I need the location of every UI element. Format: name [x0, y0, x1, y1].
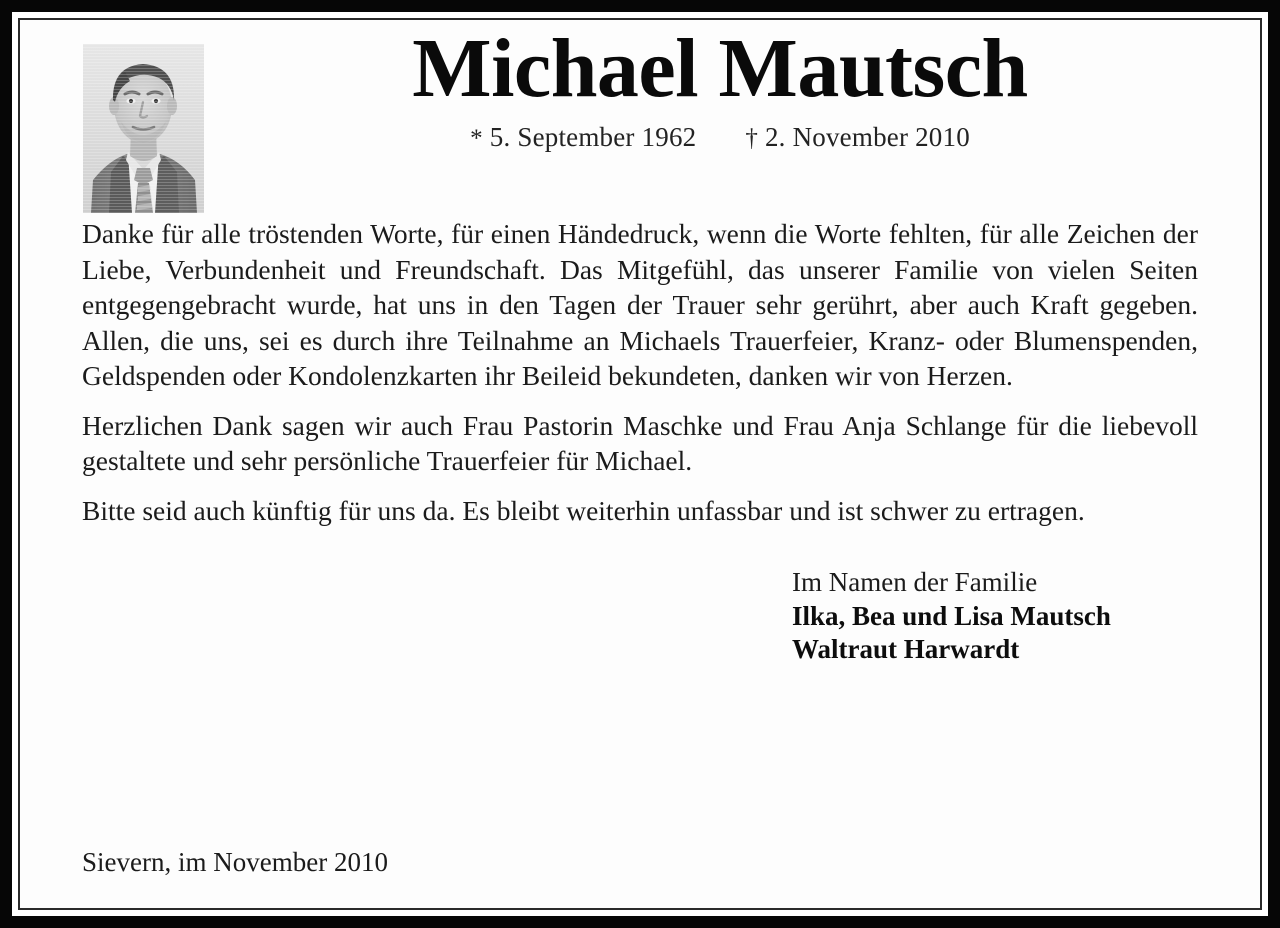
notice-body: [82, 216, 1198, 528]
signature-block: [82, 564, 1198, 666]
body-paragraph: Herzlichen Dank sagen wir auch Frau Pastorin Maschke und Frau Anja Schlange für die liebevoll gestaltete und sehr persönliche Trauerfeier für Michael.: [82, 409, 1198, 476]
birth-star-icon: *: [470, 124, 483, 152]
notice-border-gap: [12, 12, 1268, 916]
portrait-photo: [83, 44, 204, 213]
notice-header: [20, 20, 1260, 216]
death-date-group: [745, 122, 970, 152]
title-block: [220, 20, 1220, 153]
birth-date-group: [470, 122, 703, 152]
birth-date: 5. September 1962: [489, 121, 697, 152]
signature-name: Waltraut Harwardt: [792, 634, 1020, 664]
notice-inner-rule: [18, 18, 1262, 910]
body-paragraph: Danke für alle tröstenden Worte, für einen Händedruck, wenn die Worte fehlten, für alle Zeichen der Liebe, Verbundenheit und Freundschaft. Das Mitgefühl, das unserer Familie von vielen Seiten entgegengebracht wurde, hat uns in den Tagen der Trauer sehr gerührt, aber auch Kraft gegeben. Allen, die uns, sei es durch ihre Teilnahme an Michaels Trauerfeier, Kranz- oder Blumenspenden, Geldspenden oder Kondolenzkarten ihr Beileid bekundeten, danken wir von Herzen.: [82, 218, 1198, 391]
death-cross-icon: †: [745, 124, 759, 152]
deceased-name: Michael Mautsch: [412, 22, 1028, 115]
place-and-date: Sievern, im November 2010: [82, 847, 388, 877]
body-paragraph: Bitte seid auch künftig für uns da. Es bleibt weiterhin unfassbar und ist schwer zu ertragen.: [82, 494, 1085, 526]
death-date: 2. November 2010: [764, 121, 970, 152]
notice-page: [20, 20, 1260, 908]
life-dates: [220, 122, 1220, 153]
signature-name: Ilka, Bea und Lisa Mautsch: [792, 601, 1111, 631]
portrait-image: [83, 44, 204, 213]
signature-intro: Im Namen der Familie: [792, 567, 1038, 597]
